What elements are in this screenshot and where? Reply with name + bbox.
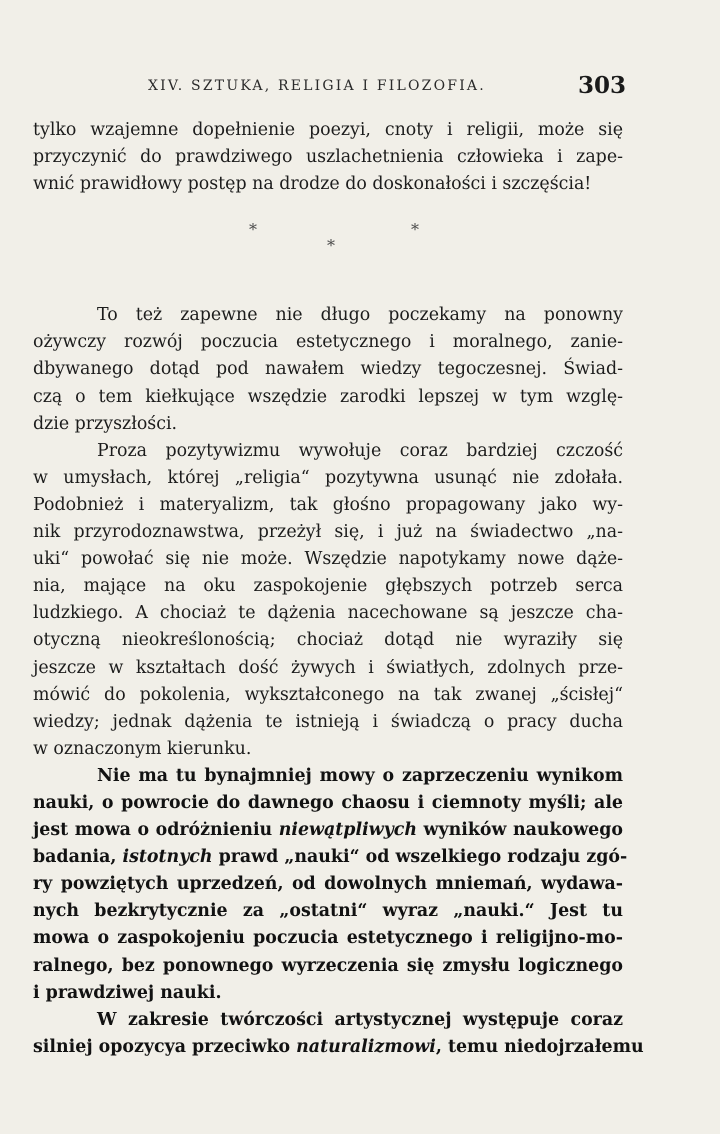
text-line: nik przyrodoznawstwa, przeżył się, i już na świadectwo „na- bbox=[33, 522, 623, 543]
emphasis-istotnych: istotnych bbox=[122, 847, 213, 868]
text-run: wyników naukowego bbox=[417, 820, 623, 841]
emphasis-niewatpliwych: niewątpliwych bbox=[278, 820, 417, 841]
paragraph-1 bbox=[33, 117, 623, 198]
text-line: wnić prawidłowy postęp na drodze do doskonałości i szczęścia! bbox=[33, 174, 592, 195]
text-line: dbywanego dotąd pod nawałem wiedzy tegoczesnej. Świad- bbox=[33, 359, 623, 380]
text-line: w umysłach, której „religia“ pozytywna usunąć nie zdołała. bbox=[33, 467, 623, 488]
paragraph-2 bbox=[33, 302, 623, 437]
text-line: czą o tem kiełkujące wszędzie zarodki lepszej w tym wzglę- bbox=[33, 386, 623, 407]
text-line: nauki, o powrocie do dawnego chaosu i ciemnoty myśli; ale bbox=[33, 792, 623, 813]
paragraph-5 bbox=[33, 1007, 644, 1061]
text-line: Nie ma tu bynajmniej mowy o zaprzeczeniu wynikom bbox=[97, 765, 623, 786]
page-header bbox=[148, 72, 626, 102]
text-line: wiedzy; jednak dążenia te istnieją i świadczą o pracy ducha bbox=[33, 711, 623, 732]
text-line: ry powziętych uprzedzeń, od dowolnych mniemań, wydawa- bbox=[33, 874, 623, 895]
text-line: nia, mające na oku zaspokojenie głębszych potrzeb serca bbox=[33, 576, 623, 597]
text-run: , temu niedojrzałemu bbox=[435, 1036, 644, 1057]
text-run: jest mowa o odróżnieniu bbox=[33, 820, 279, 841]
text-line: mówić do pokolenia, wykształconego na tak zwanej „ścisłej“ bbox=[33, 684, 623, 705]
text-run: silniej opozycya przeciwko bbox=[33, 1036, 297, 1057]
text-line: ralnego, bez ponownego wyrzeczenia się zmysłu logicznego bbox=[33, 955, 623, 976]
text-run: prawd „nauki“ od wszelkiego rodzaju zgó- bbox=[212, 847, 628, 868]
text-line: jeszcze w kształtach dość żywych i światłych, zdolnych prze- bbox=[33, 657, 623, 678]
text-line bbox=[33, 844, 628, 871]
asterisk-mark: * bbox=[411, 220, 419, 240]
text-line bbox=[33, 1034, 644, 1061]
text-line: To też zapewne nie długo poczekamy na ponowny bbox=[97, 305, 623, 326]
body-text bbox=[33, 117, 644, 1061]
text-line: dzie przyszłości. bbox=[33, 413, 178, 434]
text-line: w oznaczonym kierunku. bbox=[33, 738, 252, 759]
text-line: W zakresie twórczości artystycznej występuje coraz bbox=[97, 1009, 623, 1030]
asterisk-mark: * bbox=[249, 220, 257, 240]
text-line: Proza pozytywizmu wywołuje coraz bardziej czczość bbox=[97, 440, 623, 461]
text-line: Podobnież i materyalizm, tak głośno propagowany jako wy- bbox=[33, 494, 623, 515]
running-title: XIV. SZTUKA, RELIGIA I FILOZOFIA. bbox=[148, 78, 486, 94]
text-line: uki“ powołać się nie może. Wszędzie napotykamy nowe dąże- bbox=[33, 549, 623, 570]
text-line bbox=[33, 817, 623, 844]
asterisk-mark: * bbox=[327, 236, 335, 256]
text-line: nych bezkrytycznie za „ostatni“ wyraz „nauki.“ Jest tu bbox=[33, 901, 623, 922]
text-line: ożywczy rozwój poczucia estetycznego i moralnego, zanie- bbox=[33, 332, 623, 353]
text-line: i prawdziwej nauki. bbox=[33, 982, 222, 1003]
paragraph-4 bbox=[33, 763, 628, 1007]
text-line: mowa o zaspokojeniu poczucia estetycznego i religijno-mo- bbox=[33, 928, 623, 949]
text-run: badania, bbox=[33, 847, 123, 868]
text-line: przyczynić do prawdziwego uszlachetnienia człowieka i zape- bbox=[33, 147, 623, 168]
text-line: otyczną nieokreślonością; chociaż dotąd nie wyraziły się bbox=[33, 630, 623, 651]
text-line: tylko wzajemne dopełnienie poezyi, cnoty i religii, może się bbox=[33, 120, 623, 140]
paragraph-3 bbox=[33, 438, 623, 763]
text-line: ludzkiego. A chociaż te dążenia nacechowane są jeszcze cha- bbox=[33, 603, 623, 624]
emphasis-naturalizmowi: naturalizmowi bbox=[296, 1036, 436, 1057]
section-break-asterism bbox=[33, 198, 623, 302]
page-number: 303 bbox=[577, 72, 626, 99]
